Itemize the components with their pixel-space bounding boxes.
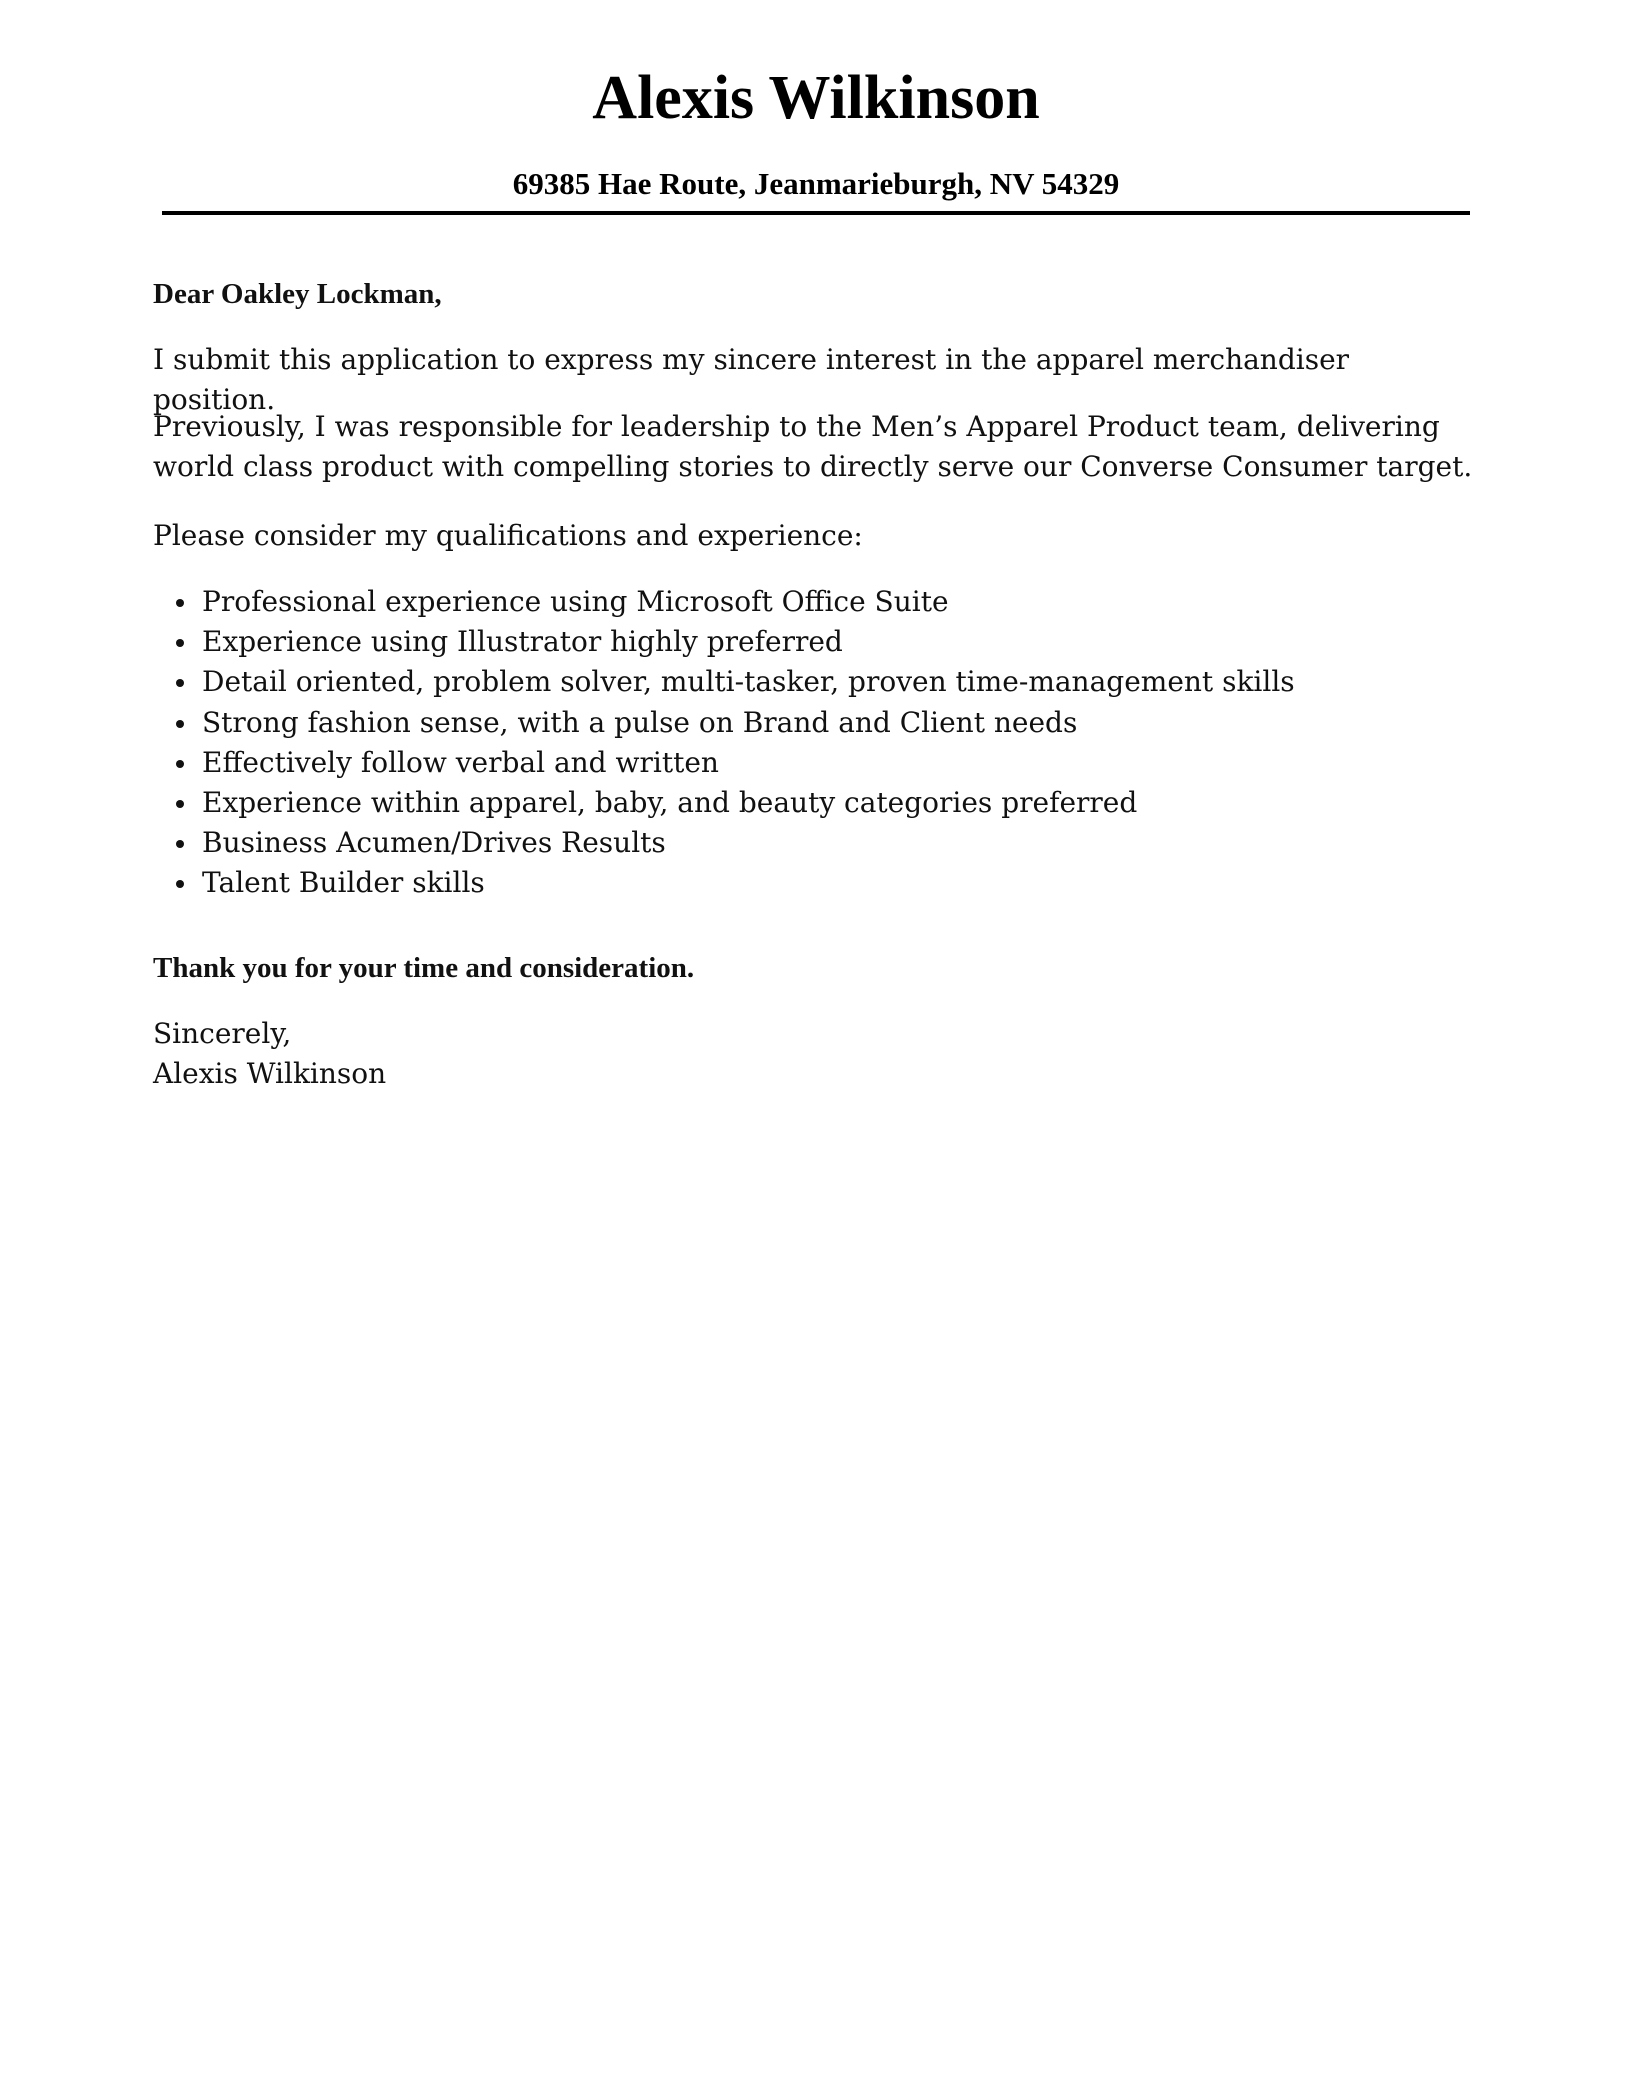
- applicant-address: 69385 Hae Route, Jeanmarieburgh, NV 54329: [512, 166, 1120, 201]
- qualifications-intro: Please consider my qualifications and experience:: [153, 519, 863, 552]
- closing: Sincerely,: [153, 1017, 292, 1050]
- qualification-text: Detail oriented, problem solver, multi-tasker, proven time-management skills: [202, 665, 1295, 699]
- list-item: [153, 863, 1473, 903]
- qualification-text: Experience using Illustrator highly preferred: [202, 625, 843, 659]
- bullet-icon: [176, 599, 184, 607]
- list-item: [153, 582, 1473, 622]
- qualification-text: Business Acumen/Drives Results: [202, 826, 666, 860]
- list-item: [153, 622, 1473, 662]
- list-item: [153, 703, 1473, 743]
- experience-paragraph: Previously, I was responsible for leadership to the Men’s Apparel Product team, delivering world class product with compelling stories to directly serve our Converse Consumer target.: [153, 410, 1473, 483]
- qualifications-list: [153, 582, 1473, 904]
- qualification-text: Strong fashion sense, with a pulse on Brand and Client needs: [202, 705, 1078, 739]
- bullet-icon: [176, 800, 184, 808]
- bullet-icon: [176, 840, 184, 848]
- qualification-text: Experience within apparel, baby, and beauty categories preferred: [202, 786, 1138, 820]
- applicant-name: Alexis Wilkinson: [592, 64, 1040, 132]
- bullet-icon: [176, 639, 184, 647]
- list-item: [153, 783, 1473, 823]
- salutation: Dear Oakley Lockman,: [153, 278, 442, 310]
- header-divider: [162, 211, 1470, 215]
- list-item: [153, 823, 1473, 863]
- qualification-text: Talent Builder skills: [202, 866, 485, 900]
- qualification-text: Effectively follow verbal and written: [202, 745, 719, 779]
- list-item: [153, 662, 1473, 702]
- intro-paragraph: I submit this application to express my sincere interest in the apparel merchandiser position.: [153, 343, 1350, 416]
- bullet-icon: [176, 760, 184, 768]
- list-item: [153, 743, 1473, 783]
- thank-you-line: Thank you for your time and consideration.: [153, 952, 695, 984]
- qualification-text: Professional experience using Microsoft Office Suite: [202, 585, 949, 618]
- bullet-icon: [176, 720, 184, 728]
- bullet-icon: [176, 679, 184, 687]
- bullet-icon: [176, 880, 184, 888]
- signature: Alexis Wilkinson: [153, 1057, 387, 1090]
